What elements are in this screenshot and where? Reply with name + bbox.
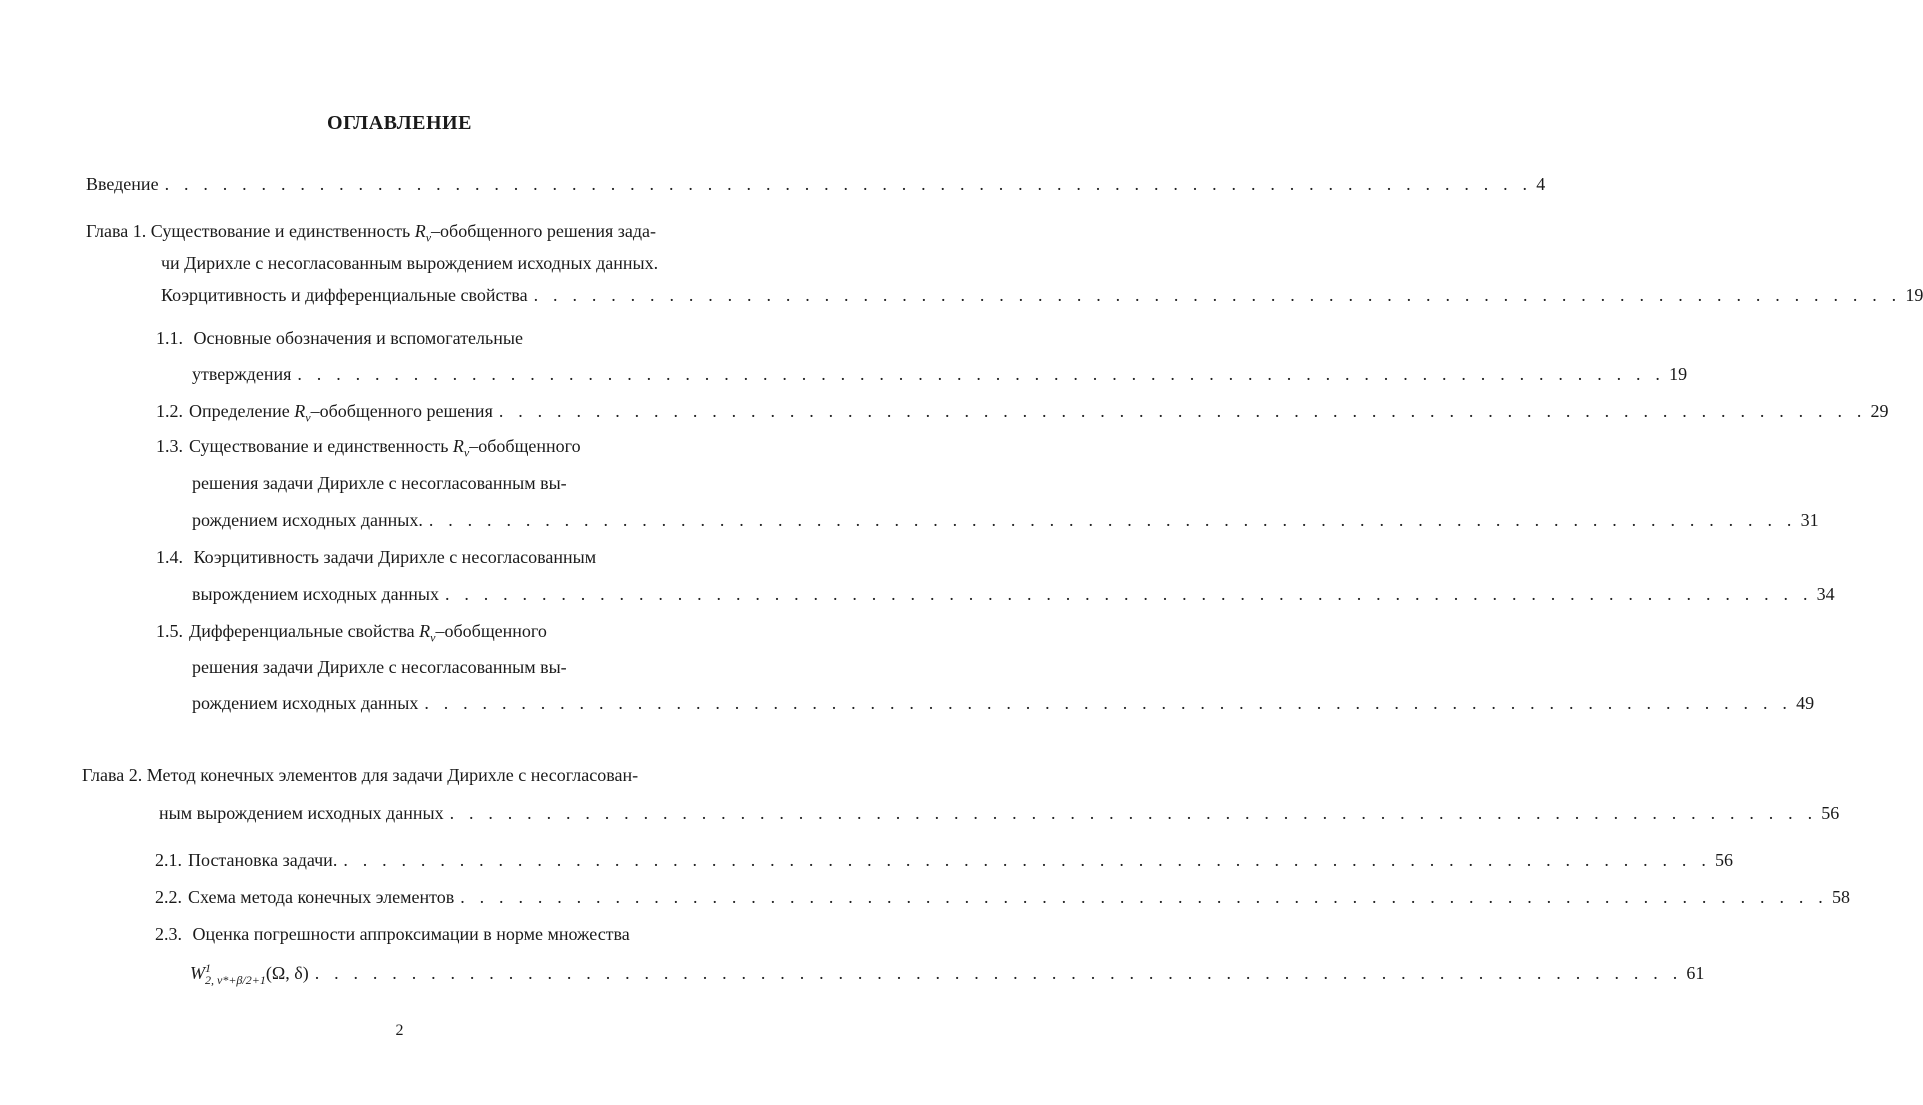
leader-dots: . . . . . . . . . . . . . . . . . . . . . . . . . . . . . . . . . . . . . . . . . . . . . . . . . . . . . . . . . . . . . . . . . . . . . . . [444,584,1813,604]
page-number: 2 [395,1022,404,1039]
toc-entry-chapter2[interactable] [159,801,1840,825]
section-number: 2.1. [155,850,182,870]
section-2-3-line1[interactable] [155,922,630,946]
math-R: $R_\nu$ [414,221,432,245]
section-title: Коэрцитивность задачи Дирихле с несогласованным [193,547,597,567]
toc-entry-label: Введение [86,174,159,194]
section-number: 2.3. [155,924,182,944]
chapter2-heading-line1[interactable]: Глава 2. Метод конечных элементов для задачи Дирихле с несогласован- [82,765,639,785]
toc-page-number: 31 [1800,510,1819,530]
section-number: 1.5. [156,621,183,641]
math-R: $R_\nu$ [294,401,311,425]
leader-dots: . . . . . . . . . . . . . . . . . . . . . . . . . . . . . . . . . . . . . . . . . . . . . . . . . . . . . . . . . . . . . . . . . . . . . . . [424,693,1793,713]
section-number: 2.2. [155,887,182,907]
toc-entry-section-1-2[interactable] [156,399,1889,425]
leader-dots: . . . . . . . . . . . . . . . . . . . . . . . . . . . . . . . . . . . . . . . . . . . . . . . . . . . . . . . . . . . . . . . . . . . . . . . [460,887,1828,907]
leader-dots: . . . . . . . . . . . . . . . . . . . . . . . . . . . . . . . . . . . . . . . . . . . . . . . . . . . . . . . . . . . . . . . . . . . . . . . [428,510,1797,530]
toc-entry-section-2-3[interactable] [190,961,1705,987]
section-number: 1.4. [156,547,183,567]
section-1-3-line2: решения задачи Дирихле с несогласованным вы- [192,473,567,493]
section-1-1-line1[interactable] [156,326,523,350]
section-1-4-line1[interactable] [156,545,596,569]
toc-page-number: 49 [1796,693,1815,713]
toc-entry-label: ным вырождением исходных данных [159,803,444,823]
leader-dots: . . . . . . . . . . . . . . . . . . . . . . . . . . . . . . . . . . . . . . . . . . . . . . . . . . . . . . . . . . . . . . . . . . . . . . . [343,850,1712,870]
toc-page-number: 19 [1669,364,1688,384]
toc-page-number: 56 [1821,803,1840,823]
chapter1-heading-line2: чи Дирихле с несогласованным вырождением исходных данных. [161,253,659,273]
toc-entry-intro[interactable] [86,172,1546,196]
section-1-5-line2: решения задачи Дирихле с несогласованным вы- [192,657,567,677]
toc-entry-label: рождением исходных данных. [192,510,423,530]
toc-entry-section-1-3[interactable] [192,508,1819,532]
leader-dots: . . . . . . . . . . . . . . . . . . . . . . . . . . . . . . . . . . . . . . . . . . . . . . . . . . . . . . . . . . . . . . . . . . . . . . . [314,963,1683,983]
toc-page-number: 34 [1816,584,1835,604]
leader-dots: . . . . . . . . . . . . . . . . . . . . . . . . . . . . . . . . . . . . . . . . . . . . . . . . . . . . . . . . . . . . . . . . . . . . . . . [297,364,1666,384]
chapter1-heading-line1[interactable] [86,219,656,243]
toc-entry-label: 2.1. Постановка задачи. [155,850,338,870]
toc-page-number: 58 [1831,887,1850,907]
toc-page-number: 29 [1870,401,1889,421]
section-number: 1.1. [156,328,183,348]
toc-entry-label: 1.2. Определение $R_\nu$–обобщенного решения [156,401,493,425]
section-number: 1.3. [156,436,183,456]
leader-dots: . . . . . . . . . . . . . . . . . . . . . . . . . . . . . . . . . . . . . . . . . . . . . . . . . . . . . . . . . . . . . . . . . . . . . . . [164,174,1533,194]
toc-entry-label: вырождением исходных данных [192,584,439,604]
leader-dots: . . . . . . . . . . . . . . . . . . . . . . . . . . . . . . . . . . . . . . . . . . . . . . . . . . . . . . . . . . . . . . . . . . . . . . . [498,401,1867,421]
toc-entry-section-1-5[interactable] [192,691,1815,715]
toc-entry-label: утверждения [192,364,292,384]
math-R: $R_\nu$ [419,621,436,645]
toc-page-number: 56 [1715,850,1734,870]
chapter1-heading-part-b: –обобщенного решения зада- [431,221,657,241]
section-1-5-line1[interactable]: 1.5. Дифференциальные свойства $R_\nu$–обобщенного [156,621,547,645]
section-1-3-line1[interactable]: 1.3. Существование и единственность $R_\nu$–обобщенного [156,436,581,460]
section-title: Оценка погрешности аппроксимации в норме множества [192,924,630,944]
toc-entry-label: 2.2. Схема метода конечных элементов [155,887,455,907]
toc-entry-label: Коэрцитивность и дифференциальные свойства [161,285,528,305]
chapter1-heading-part-a: Глава 1. Существование и единственность [86,221,415,241]
page-title: ОГЛАВЛЕНИЕ [327,112,472,134]
toc-page-number: 4 [1536,174,1546,194]
math-W-norm: $W^1_{2, \nu*+\beta/2+1}(\Omega$, δ) [190,961,309,987]
toc-entry-section-2-1[interactable] [155,848,1734,872]
toc-entry-chapter1[interactable] [161,283,1923,307]
section-title: Основные обозначения и вспомогательные [193,328,523,348]
leader-dots: . . . . . . . . . . . . . . . . . . . . . . . . . . . . . . . . . . . . . . . . . . . . . . . . . . . . . . . . . . . . . . . . . . . . . . . [533,285,1902,305]
toc-entry-section-2-2[interactable] [155,885,1850,909]
math-R: $R_\nu$ [452,436,470,460]
toc-entry-section-1-1[interactable] [192,362,1688,386]
toc-entry-label: рождением исходных данных [192,693,419,713]
toc-entry-section-1-4[interactable] [192,582,1835,606]
toc-page-number: 19 [1905,285,1923,305]
section-number: 1.2. [156,401,183,421]
toc-page-number: 61 [1686,963,1705,983]
leader-dots: . . . . . . . . . . . . . . . . . . . . . . . . . . . . . . . . . . . . . . . . . . . . . . . . . . . . . . . . . . . . . . . . . . . . . . . [449,803,1818,823]
